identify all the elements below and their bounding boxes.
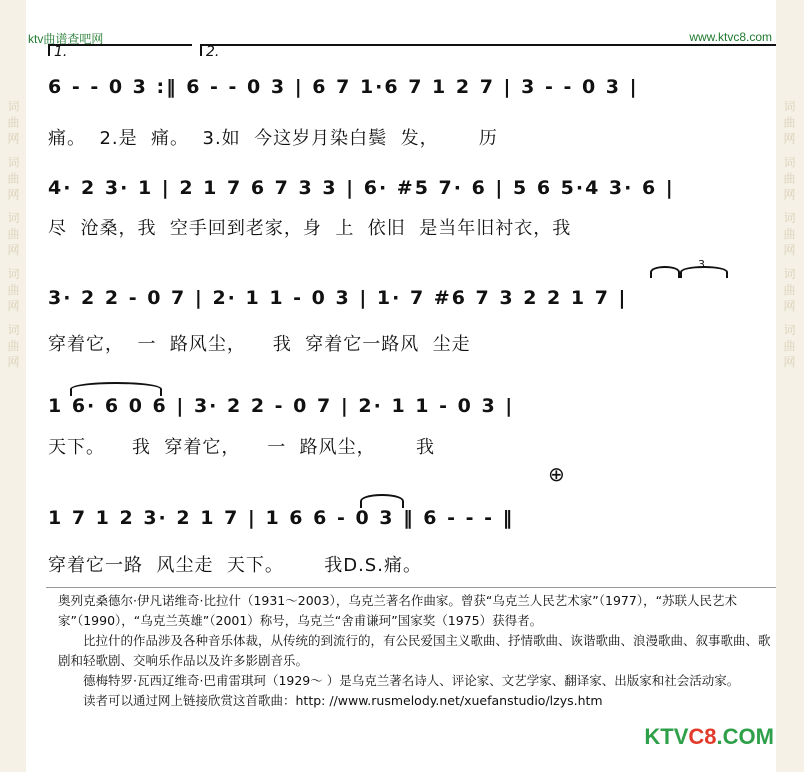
first-ending-label: 1. <box>54 44 68 60</box>
info-paragraph-3: 德梅特罗·瓦西辽维奇·巴甫雷琪珂（1929～ ）是乌克兰著名诗人、评论家、文艺学家、翻译家、出版家和社会活动家。 <box>83 673 740 688</box>
right-margin-strip <box>776 0 804 772</box>
score-line-5-lyrics: 穿着它一路 风尘走 天下。 我D.S.痛。 <box>48 555 422 576</box>
section-divider <box>46 587 776 588</box>
second-ending-label: 2. <box>206 44 220 60</box>
tie-arc <box>360 494 404 508</box>
watermark-top-left: ktv曲谱查吧网 <box>28 32 104 46</box>
score-line-5-notes: 1 7 1 2 3· 2 1 7 | 1 6 6 - 0 3 ‖ 6 - - - ‖ <box>48 507 515 529</box>
triplet-number: 3 <box>698 258 705 271</box>
tie-arc <box>70 382 162 396</box>
side-watermark-right: 词曲网 词曲网 词曲网 词曲网 词曲网 <box>782 100 796 372</box>
left-margin-strip <box>0 0 26 772</box>
watermark-part-a: KTV <box>644 724 689 749</box>
score-line-2-notes: 4· 2 3· 1 | 2 1 7 6 7 3 3 | 6· #5 7· 6 | 5 6 5·4 3· 6 | <box>48 177 675 199</box>
score-line-3-notes: 3· 2 2 - 0 7 | 2· 1 1 - 0 3 | 1· 7 #6 7 3 2 2 1 7 | <box>48 287 628 309</box>
second-ending-bracket <box>200 44 776 60</box>
info-paragraph-4: 读者可以通过网上链接欣赏这首歌曲：http: //www.rusmelody.net/xuefanstudio/lzys.htm <box>83 693 603 708</box>
first-ending-bracket <box>48 44 192 60</box>
score-line-4-lyrics: 天下。 我 穿着它， 一 路风尘， 我 <box>48 437 435 458</box>
coda-sign-icon: ⊕ <box>548 462 565 486</box>
side-watermark-left: 词曲网 词曲网 词曲网 词曲网 词曲网 <box>6 100 20 372</box>
score-line-1-notes: 6 - - 0 3 :‖ 6 - - 0 3 | 6 7 1·6 7 1 2 7 | 3 - - 0 3 | <box>48 76 639 98</box>
watermark-part-c: .COM <box>716 724 774 749</box>
info-paragraph-2: 比拉什的作品涉及各种音乐体裁，从传统的到流行的，有公民爱国主义歌曲、抒情歌曲、诙谐歌曲、浪漫歌曲、叙事歌曲、歌剧和轻歌剧、交响乐作品以及许多影剧音乐。 <box>58 633 771 668</box>
score-line-3-lyrics: 穿着它， 一 路风尘， 我 穿着它一路风 尘走 <box>48 334 471 355</box>
watermark-top-right: www.ktvc8.com <box>689 30 772 44</box>
composer-info <box>58 591 778 711</box>
score-line-1-lyrics: 痛。 2.是 痛。 3.如 今这岁月染白鬓 发， 历 <box>48 128 498 149</box>
watermark-bottom-right <box>644 724 774 750</box>
info-paragraph-1: 奥列克桑德尔·伊凡诺维奇·比拉什（1931～2003），乌克兰著名作曲家。曾获“乌克兰人民艺术家”（1977），“苏联人民艺术家”（1990），“乌克兰英雄”（2001）称号，乌克兰“舍甫谦珂”国家奖（1975）获得者。 <box>58 593 738 628</box>
score-line-4-notes: 1 6· 6 0 6 | 3· 2 2 - 0 7 | 2· 1 1 - 0 3 | <box>48 395 515 417</box>
score-line-2-lyrics: 尽 沧桑，我 空手回到老家，身 上 依旧 是当年旧衬衣，我 <box>48 218 572 239</box>
tie-arc <box>650 266 680 278</box>
watermark-part-b: C8 <box>688 724 717 749</box>
